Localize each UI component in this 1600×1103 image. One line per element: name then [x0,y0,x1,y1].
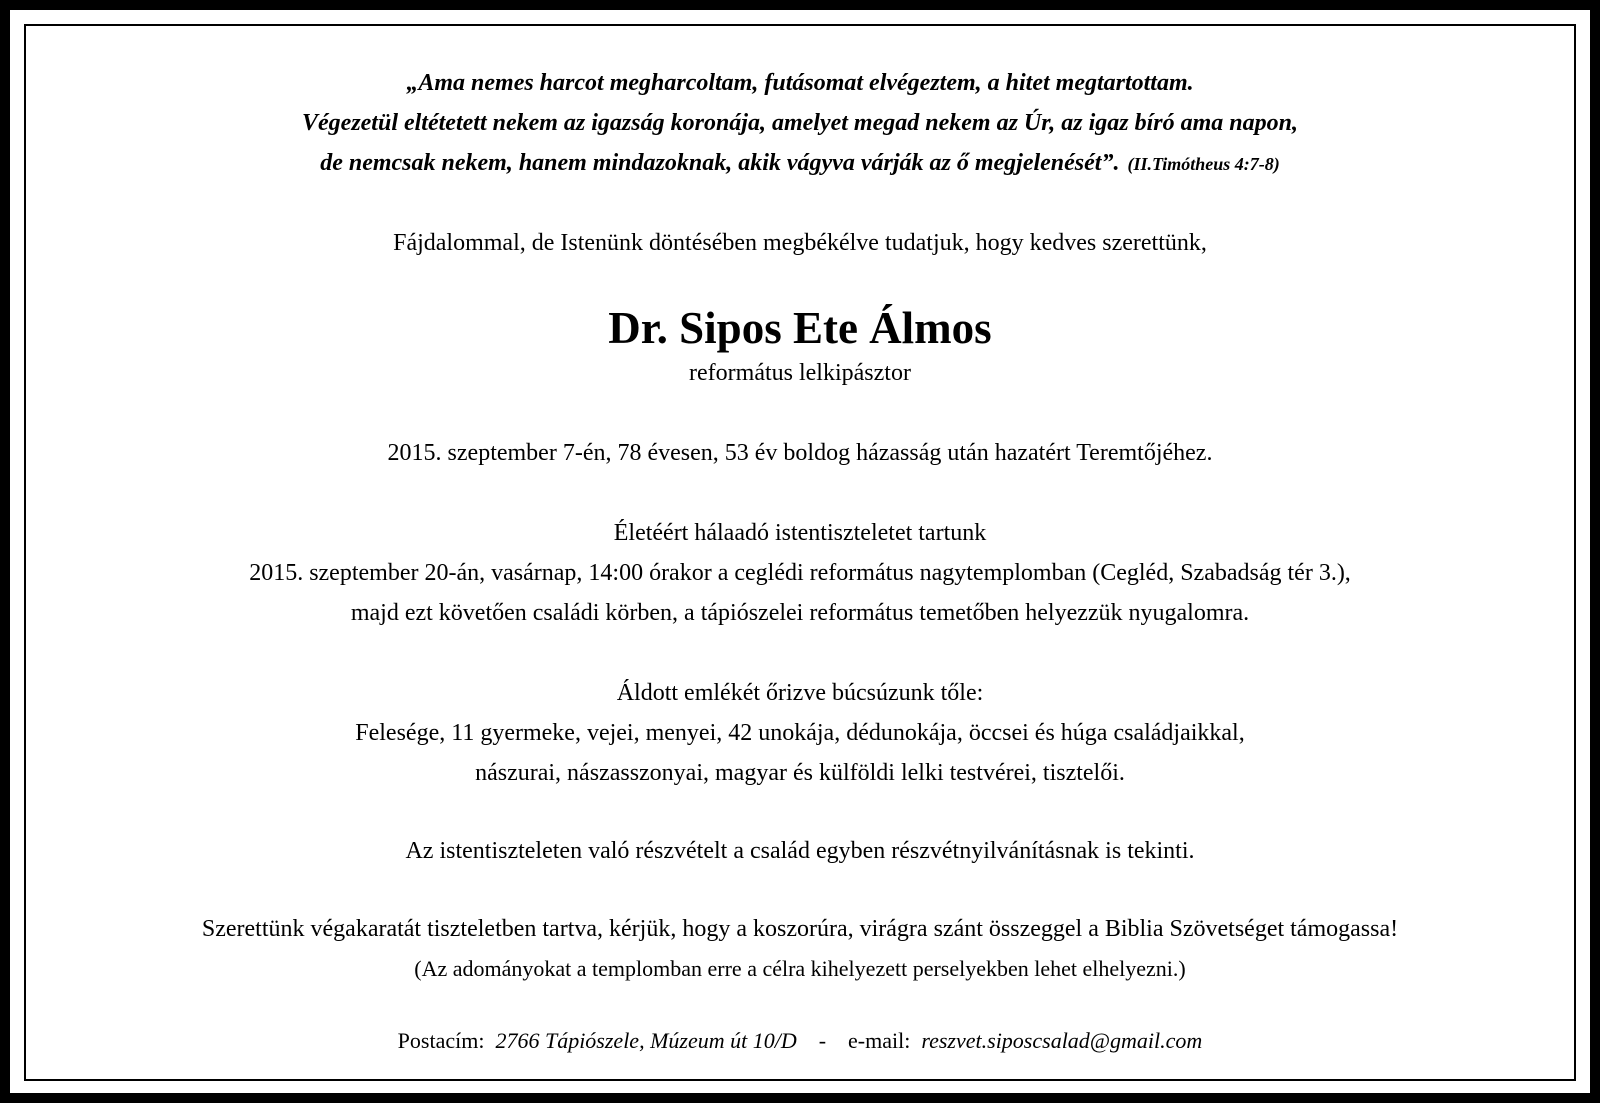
post-label: Postacím: [397,1028,485,1053]
service-line-2: 2015. szeptember 20-án, vasárnap, 14:00 órakor a ceglédi református nagytemplomban (Cegléd, Szabadság tér 3.), [249,560,1351,586]
contact-separator: - [818,1028,827,1053]
mourners-line-2: Felesége, 11 gyermeke, vejei, menyei, 42 unokája, dédunokája, öccsei és húga családjaikkal, [355,720,1245,746]
passing-text: 2015. szeptember 7-én, 78 évesen, 53 év boldog házasság után hazatért Teremtőjéhez. [387,440,1213,466]
service-line-3: majd ezt követően családi körben, a tápiószelei református temetőben helyezzük nyugalomra. [350,600,1250,626]
mourners-line-3: nászurai, nászasszonyai, magyar és külföldi lelki testvérei, tisztelői. [475,760,1125,786]
condolence-text: Az istentiszteleten való részvételt a család egyben részvétnyilvánításnak is tekinti. [405,838,1195,864]
email-address[interactable]: reszvet.siposcsalad@gmail.com [921,1028,1203,1053]
verse-line-2: Végezetül eltétetett nekem az igazság koronája, amelyet megad nekem az Úr, az igaz bíró ama napon, [302,110,1298,136]
mourners-line-1: Áldott emlékét őrizve búcsúzunk tőle: [616,680,984,706]
verse-reference: (II.Timótheus 4:7-8) [1127,154,1280,174]
donation-line-1: Szerettünk végakaratát tiszteletben tartva, kérjük, hogy a koszorúra, virágra szánt összeggel a Biblia Szövetséget támogassa! [201,916,1399,942]
email-label: e-mail: [848,1028,911,1053]
intro-text: Fájdalommal, de Istenünk döntésében megbékélve tudatjuk, hogy kedves szerettünk, [393,230,1207,256]
service-line-1: Életéért hálaadó istentiszteletet tartunk [613,520,987,546]
post-address: 2766 Tápiószele, Múzeum út 10/D [495,1028,797,1053]
contact-line [10,1028,1590,1054]
verse-line-3-text: de nemcsak nekem, hanem mindazoknak, akik vágyva várják az ő megjelenését”. [320,150,1120,176]
donation-line-2: (Az adományokat a templomban erre a célra kihelyezett perselyekben lehet elhelyezni.) [414,956,1186,981]
verse-line-3 [10,150,1590,177]
verse-line-1: „Ama nemes harcot megharcoltam, futásomat elvégeztem, a hitet megtartottam. [406,70,1194,96]
deceased-title: református lelkipásztor [689,360,911,386]
deceased-name: Dr. Sipos Ete Álmos [608,303,992,353]
